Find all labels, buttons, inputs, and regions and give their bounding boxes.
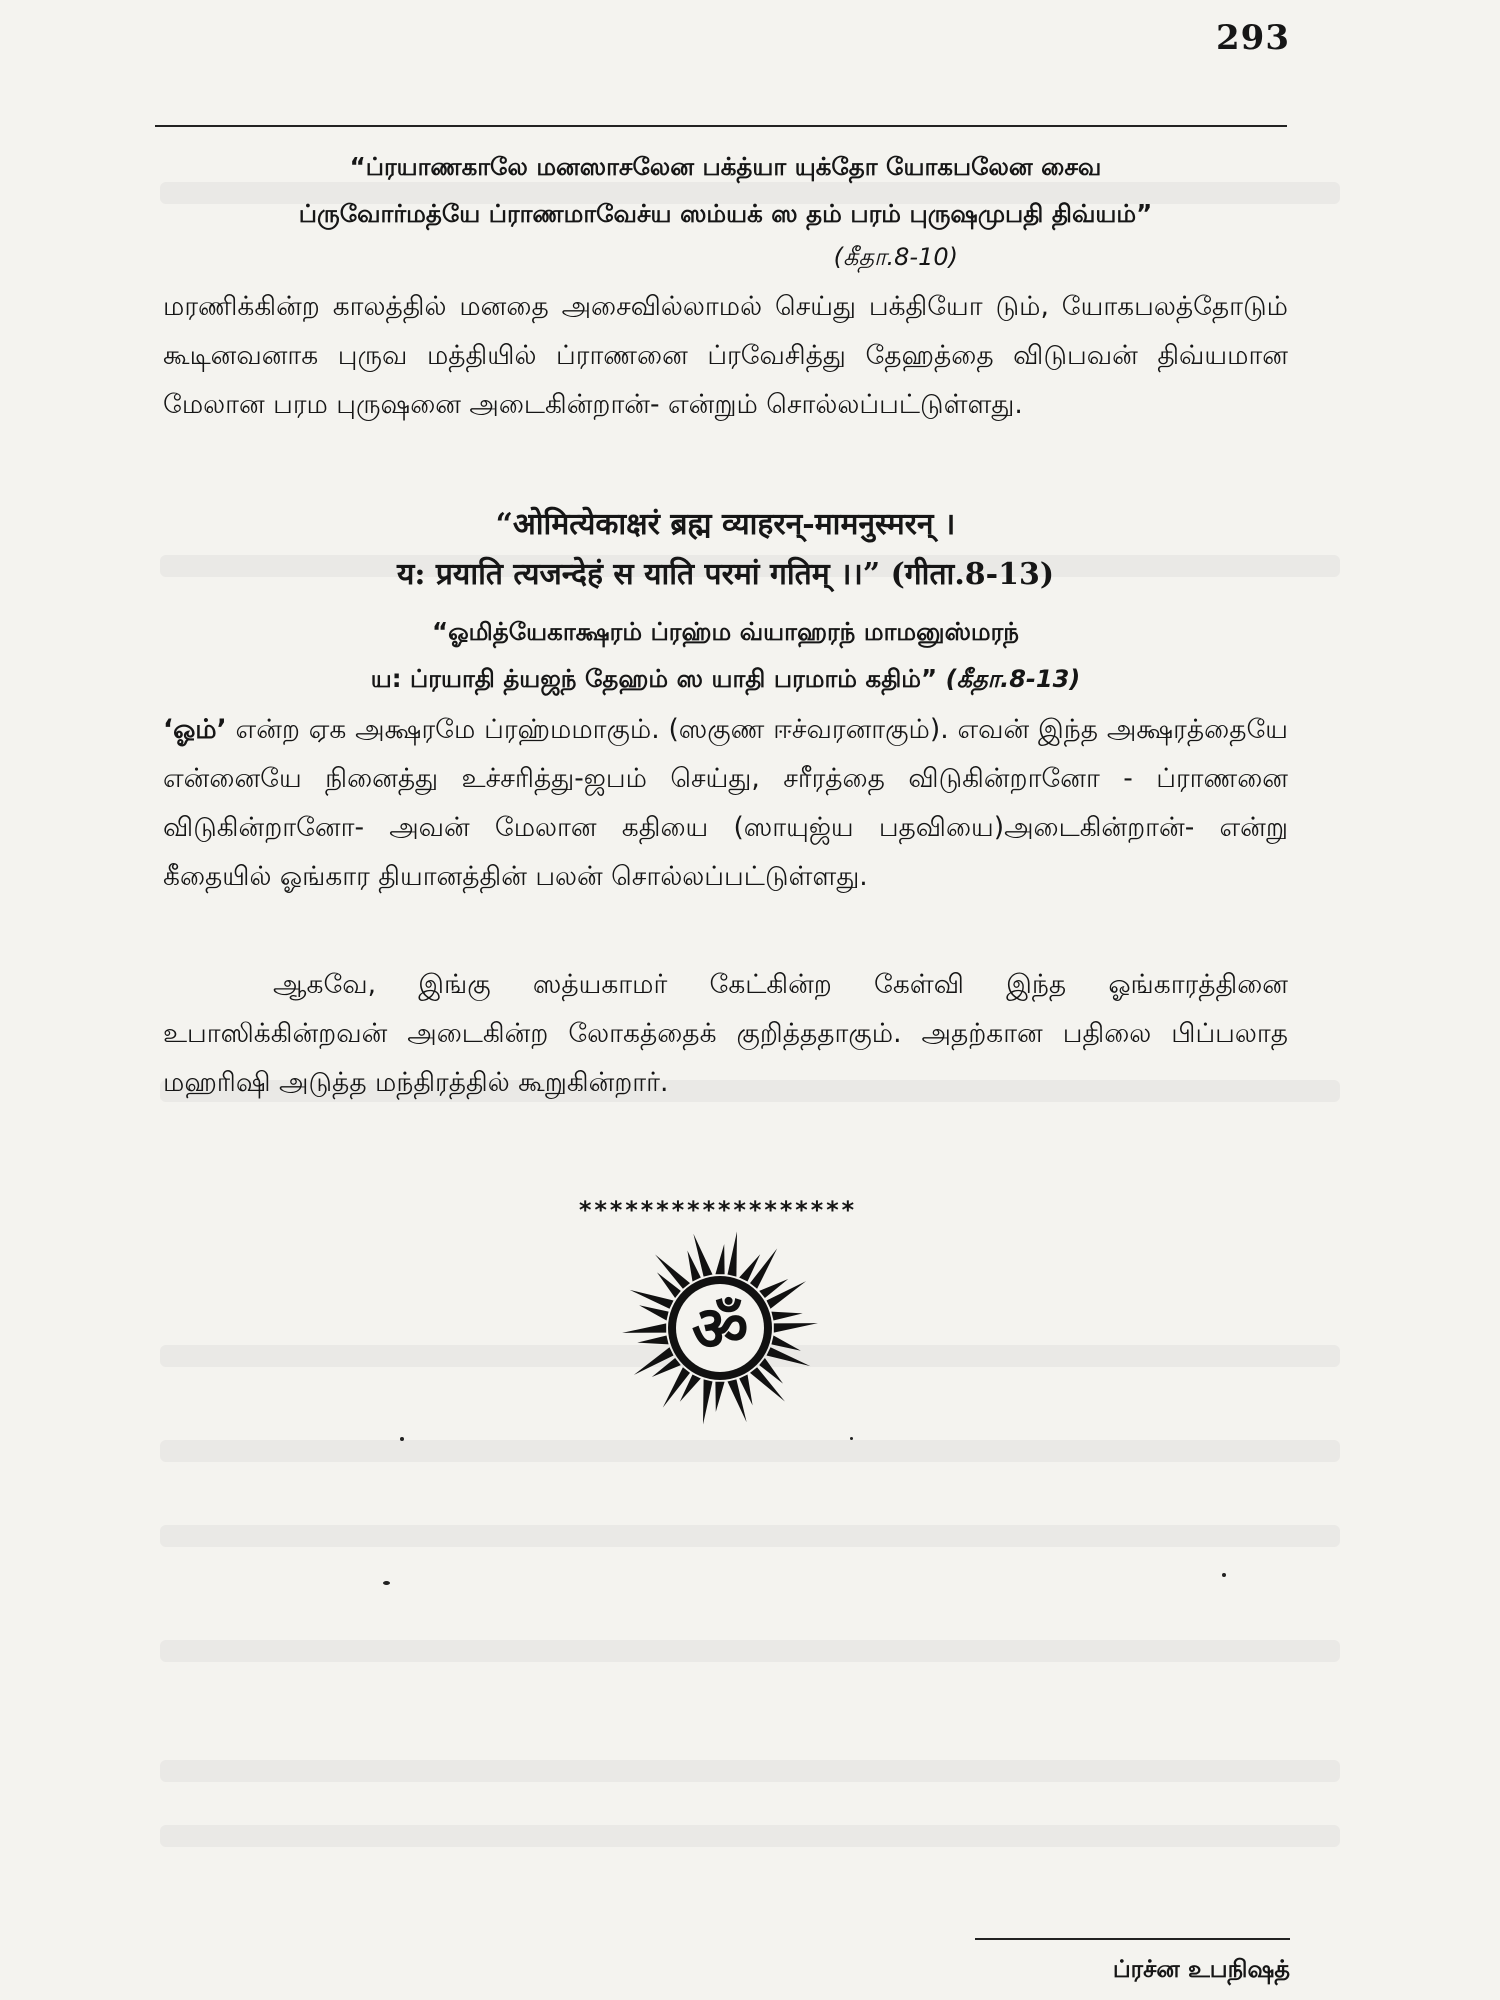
footer-rule [975, 1938, 1290, 1940]
sun-ray [750, 1248, 777, 1288]
sun-ray [728, 1232, 738, 1277]
verse-line: “ப்ரயாணகாலே மனஸாசலேன பக்த்யா யுக்தோ யோகபலேன சைவ [349, 152, 1102, 181]
bleed-through [160, 1760, 1340, 1782]
bleed-through [160, 1640, 1340, 1662]
sun-ray [655, 1255, 690, 1289]
verse-line: ப்ருவோர்மத்யே ப்ராணமாவேச்ய ஸம்யக் ஸ தம் பரம் புருஷமுபதி திவ்யம்” [298, 199, 1153, 228]
sun-ray [637, 1336, 668, 1345]
scan-speck [400, 1437, 404, 1441]
sun-ray [767, 1281, 807, 1309]
sun-ray [771, 1312, 802, 1321]
running-footer: ப்ரச்ன உபநிஷத் [1112, 1955, 1290, 1983]
sun-ray [634, 1347, 674, 1375]
paragraph: ஆகவே, இங்கு ஸத்யகாமர் கேட்கின்ற கேள்வி இந்த ஓங்காரத்தினை உபாஸிக்கின்றவன் அடைகின்ற லோகத்தைக் குறித்ததாகும். அதற்கான பதிலை பிப்பலாத மஹரிஷி அடுத்த மந்திரத்தில் கூறுகின்றார். [163, 969, 1288, 1098]
bleed-through [160, 1825, 1340, 1847]
verse-line-text: ய: ப்ரயாதி த்யஜந் தேஹம் ஸ யாதி பரமாம் கதிம்” [370, 664, 938, 693]
sun-ray [750, 1367, 785, 1401]
verse-block [163, 608, 1288, 703]
sun-ray [663, 1367, 690, 1407]
sun-ray [774, 1323, 818, 1333]
scan-speck [850, 1437, 853, 1440]
sanskrit-line: “ओमित्येकाक्षरं ब्रह्म व्याहरन्-मामनुस्मरन् । [495, 507, 956, 542]
sun-ray [715, 1382, 724, 1412]
sanskrit-line: य: प्रयाति त्यजन्देहं स याति परमां गतिम् ।।” (गीता.8-13) [396, 557, 1055, 592]
paragraph-text: என்ற ஏக அக்ஷரமே ப்ரஹ்மமாகும். (ஸகுண ஈச்வரனாகும்). எவன் இந்த அக்ஷரத்தையே என்னையே நினைத்து உச்சரித்து-ஜபம் செய்து, சரீரத்தை விடுகின்றானோ - ப்ராணனை விடுகின்றானோ- அவன் மேலான கதியை (ஸாயுஜ்ய பதவியை)அடைகின்றான்- என்று கீதையில் ஓங்கார தியானத்தின் பலன் சொல்லப்பட்டுள்ளது. [163, 714, 1288, 892]
sun-ray [715, 1244, 724, 1274]
verse-reference: (கீதா.8-10) [833, 243, 958, 271]
verse-reference-row [163, 243, 1288, 274]
sun-ray [703, 1379, 713, 1424]
sun-ray [639, 1305, 669, 1320]
verse-line: “ஓமித்யேகாக்ஷரம் ப்ரஹ்ம வ்யாஹரந் மாமனுஸ்மரந் [432, 617, 1019, 646]
scan-speck [1222, 1573, 1226, 1577]
verse-line [163, 655, 1288, 703]
page-number: 293 [1216, 18, 1290, 58]
paragraph: மரணிக்கின்ற காலத்தில் மனதை அசைவில்லாமல் செய்து பக்தியோ டும், யோகபலத்தோடும் கூடினவனாக புருவ மத்தியில் ப்ராணனை ப்ரவேசித்து தேஹத்தை விடுபவன் திவ்யமான மேலான பரம புருஷனை அடைகின்றான்- என்றும் சொல்லப்பட்டுள்ளது. [163, 291, 1288, 420]
om-word: ‘ஓம்’ [163, 714, 227, 745]
verse-block [163, 143, 1288, 237]
header-rule [155, 125, 1287, 127]
sanskrit-verse [163, 500, 1288, 600]
sun-ray [771, 1336, 801, 1351]
scan-speck [383, 1581, 390, 1585]
sun-ray [622, 1323, 666, 1333]
separator-stars: ****************** [578, 1196, 857, 1224]
om-sun-emblem [620, 1228, 820, 1428]
verse-reference: (கீதா.8-13) [945, 665, 1081, 693]
om-symbol: ॐ [691, 1292, 749, 1365]
bleed-through [160, 1525, 1340, 1547]
sun-ray [630, 1290, 674, 1309]
sun-ray [767, 1347, 811, 1366]
bleed-through [160, 1440, 1340, 1462]
paragraph [163, 705, 1288, 901]
